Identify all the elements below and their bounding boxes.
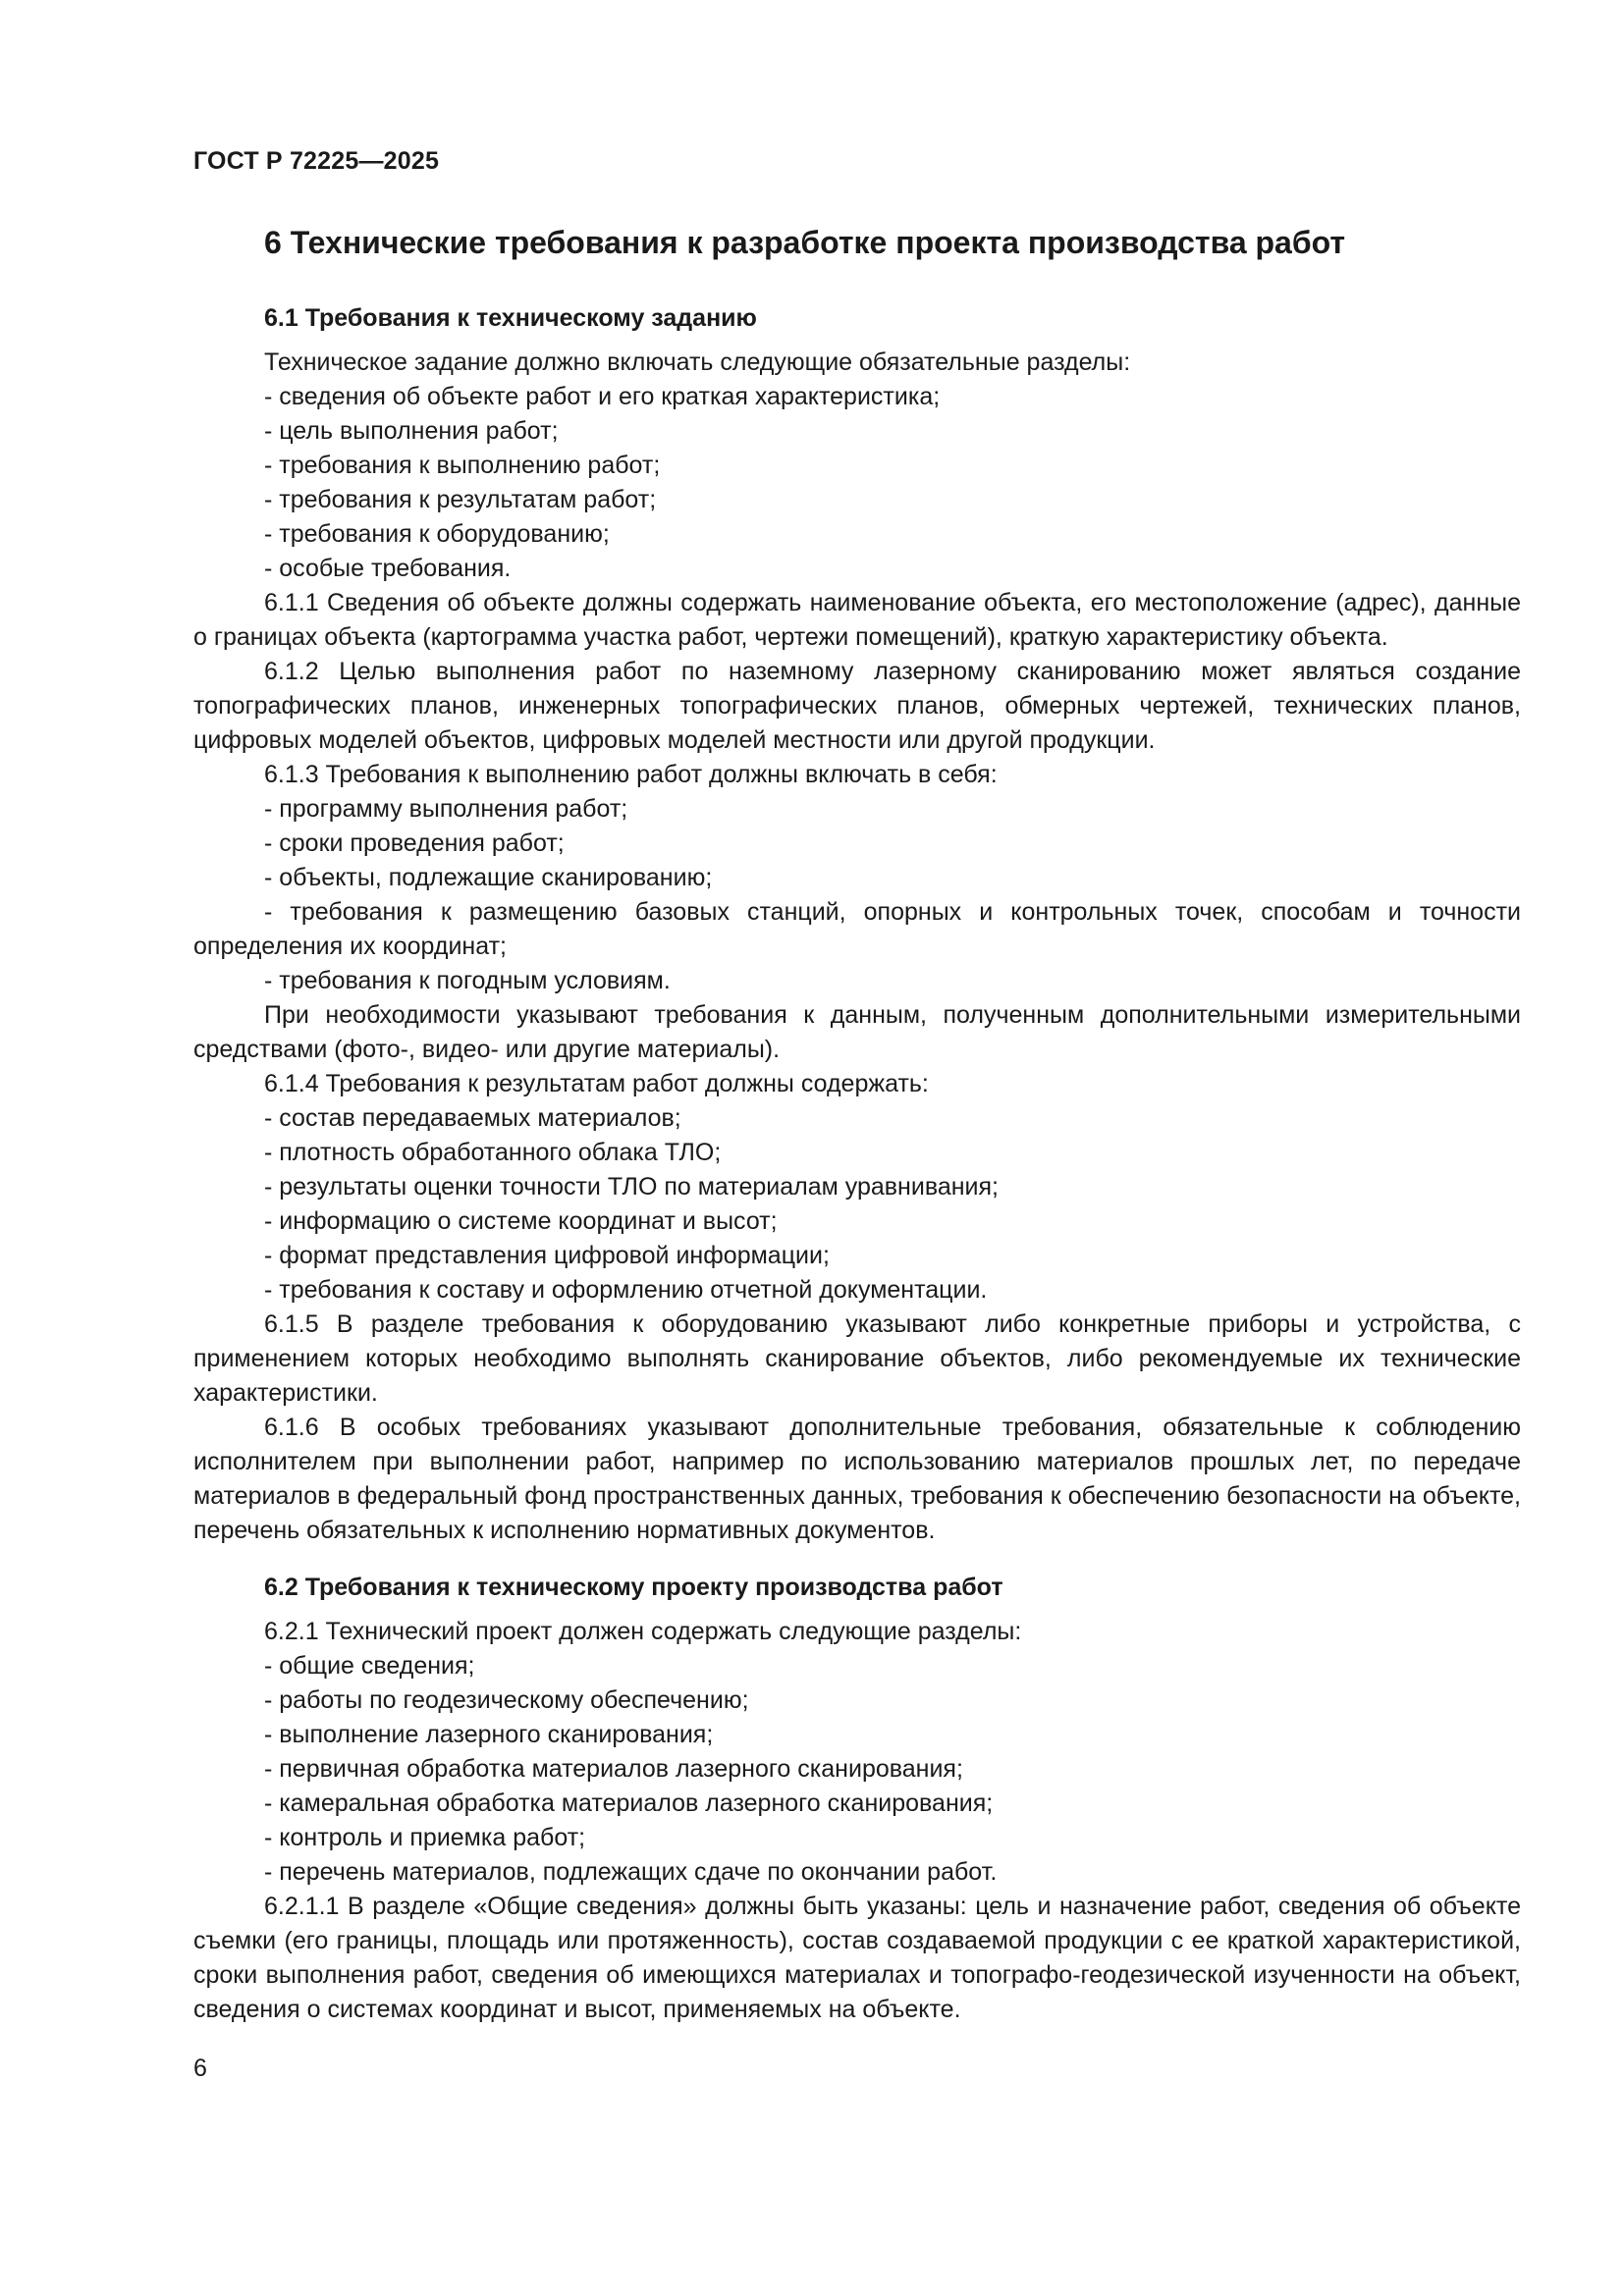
paragraph-6-1-1: 6.1.1 Сведения об объекте должны содержать наименование объекта, его местоположение (адрес), данные о границах объекта (картограмма участка работ, чертежи помещений), краткую характеристику объекта. <box>193 589 1521 651</box>
list-item: - особые требования. <box>264 555 512 582</box>
list-item: - перечень материалов, подлежащих сдаче по окончании работ. <box>264 1858 998 1886</box>
list-item: - сведения об объекте работ и его краткая характеристика; <box>264 383 941 410</box>
list-item: - контроль и приемка работ; <box>264 1824 586 1851</box>
list-item: - требования к оборудованию; <box>264 520 610 548</box>
list-item: - требования к размещению базовых станций, опорных и контрольных точек, способам и точности определения их координат; <box>193 898 1521 960</box>
list-item: - сроки проведения работ; <box>264 829 565 857</box>
paragraph-6-1-4: 6.1.4 Требования к результатам работ должны содержать: <box>264 1070 929 1097</box>
page-number: 6 <box>193 2055 207 2082</box>
list-item: - информацию о системе координат и высот; <box>264 1207 778 1235</box>
list-item: - камеральная обработка материалов лазерного сканирования; <box>264 1789 994 1817</box>
paragraph-6-2-1-1: 6.2.1.1 В разделе «Общие сведения» должны быть указаны: цель и назначение работ, сведения об объекте съемки (его границы, площадь или протяженность), состав создаваемой продукции с ее краткой характеристикой, сроки выполнения работ, сведения об имеющихся материалах и топографо-геодезической изученности на объект, сведения о системах координат и высот, применяемых на объекте. <box>193 1893 1521 2023</box>
paragraph-6-2-1: 6.2.1 Технический проект должен содержать следующие разделы: <box>264 1618 1022 1645</box>
paragraph-6-1-5: 6.1.5 В разделе требования к оборудованию указывают либо конкретные приборы и устройства, с применением которых необходимо выполнять сканирование объектов, либо рекомендуемые их технические характеристики. <box>193 1310 1521 1407</box>
paragraph-6-1-2: 6.1.2 Целью выполнения работ по наземному лазерному сканированию может являться создание топографических планов, инженерных топографических планов, обмерных чертежей, технических планов, цифровых моделей объектов, цифровых моделей местности или другой продукции. <box>193 658 1521 754</box>
list-item: - плотность обработанного облака ТЛО; <box>264 1139 722 1166</box>
list-item: - цель выполнения работ; <box>264 417 559 445</box>
page-content <box>193 222 1521 2027</box>
paragraph-intro: Техническое задание должно включать следующие обязательные разделы: <box>264 348 1131 376</box>
list-item: - работы по геодезическому обеспечению; <box>264 1686 749 1714</box>
subsection-title-6-2: 6.2 Требования к техническому проекту производства работ <box>264 1574 1003 1601</box>
list-item: - состав передаваемых материалов; <box>264 1104 681 1132</box>
subsection-title-6-1: 6.1 Требования к техническому заданию <box>264 304 757 332</box>
list-item: - выполнение лазерного сканирования; <box>264 1721 714 1748</box>
paragraph-6-1-3-note: При необходимости указывают требования к данным, полученным дополнительными измерительными средствами (фото-, видео- или другие материалы). <box>193 1001 1521 1063</box>
list-item: - требования к погодным условиям. <box>264 967 671 994</box>
list-item: - объекты, подлежащие сканированию; <box>264 864 713 891</box>
paragraph-6-1-6: 6.1.6 В особых требованиях указывают дополнительные требования, обязательные к соблюдению исполнителем при выполнении работ, например по использованию материалов прошлых лет, по передаче материалов в федеральный фонд пространственных данных, требования к обеспечению безопасности на объекте, перечень обязательных к исполнению нормативных документов. <box>193 1414 1521 1544</box>
list-item: - общие сведения; <box>264 1652 475 1680</box>
paragraph-6-1-3: 6.1.3 Требования к выполнению работ должны включать в себя: <box>264 761 998 788</box>
list-item: - результаты оценки точности ТЛО по материалам уравнивания; <box>264 1173 999 1201</box>
document-code-header: ГОСТ Р 72225—2025 <box>193 147 440 175</box>
section-title: 6 Технические требования к разработке проекта производства работ <box>264 225 1346 260</box>
list-item: - требования к выполнению работ; <box>264 452 661 479</box>
list-item: - первичная обработка материалов лазерного сканирования; <box>264 1755 963 1783</box>
list-item: - программу выполнения работ; <box>264 795 628 823</box>
list-item: - требования к результатам работ; <box>264 486 657 513</box>
list-item: - требования к составу и оформлению отчетной документации. <box>264 1276 988 1304</box>
list-item: - формат представления цифровой информации; <box>264 1242 830 1269</box>
